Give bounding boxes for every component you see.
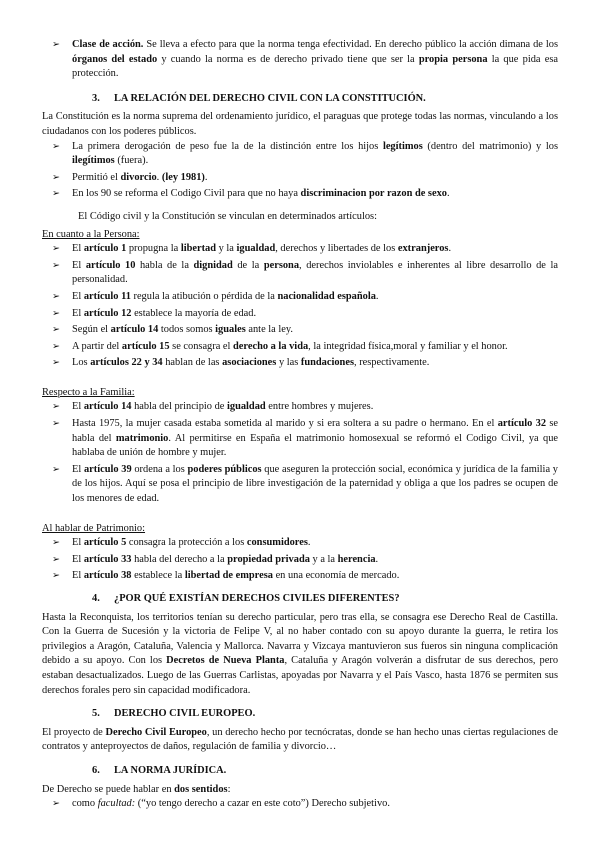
patrimonio-item-3: ➢ El artículo 38 establece la libertad de empresa en una economía de mercado. xyxy=(42,569,558,584)
arrow-bullet-icon: ➢ xyxy=(52,171,60,183)
arrow-bullet-icon: ➢ xyxy=(52,418,60,430)
section-4-heading: 4. ¿POR QUÉ EXISTÍAN DERECHOS CIVILES DIFERENTES? xyxy=(92,593,400,604)
section-6-item-1: ➢ como facultad: (“yo tengo derecho a cazar en este coto”) Derecho subjetivo. xyxy=(42,797,558,812)
arrow-bullet-icon: ➢ xyxy=(52,553,60,565)
arrow-bullet-icon: ➢ xyxy=(52,401,60,413)
persona-item-5: ➢ Según el artículo 14 todos somos iguales ante la ley. xyxy=(42,323,558,338)
section-4-body: Hasta la Reconquista, los territorios tenían su derecho particular, pero tras ella, se consagra ese Derecho Real de Castilla. Con la Guerra de Sucesión y la victoria de Felipe V, al no haber contado con su apoyo durante la guerra, le retira los privilegios a Aragón, Cataluña, Valencia y Mallorca. Navarra y Vizcaya mantuvieron sus fueros sin ninguna complicación debido a su apoyo. Con los Decretos de Nueva Planta, Cataluña y Aragón volverán a disfrutar de sus derechos, pero estaban desactualizados. Luego de las Guerras Carlistas, apoyadas por Navarra y el País Vasco, hasta 1876 se permiten sus derechos forales pero sin capacidad modificadora. xyxy=(42,611,559,696)
bullet-discriminacion: ➢ En los 90 se reforma el Codigo Civil para que no haya discriminacion por razon de sexo. xyxy=(42,187,558,202)
familia-heading: Respecto a la Familia: xyxy=(42,386,135,398)
arrow-bullet-icon: ➢ xyxy=(52,259,60,271)
arrow-bullet-icon: ➢ xyxy=(52,290,60,302)
bullet-clase-accion: ➢ Clase de acción. Se lleva a efecto para que la norma tenga efectividad. En derecho público la acción dimana de los órganos del estado y cuando la norma es de derecho privado tiene que ser la propia persona la que pida esa protección. xyxy=(52,39,558,80)
arrow-bullet-icon: ➢ xyxy=(52,570,60,582)
persona-item-3: ➢ El artículo 11 regula la atibución o pérdida de la nacionalidad española. xyxy=(42,290,558,305)
persona-heading: En cuanto a la Persona: xyxy=(42,228,140,240)
spacer xyxy=(42,373,558,383)
patrimonio-item-2: ➢ El artículo 33 habla del derecho a la propiedad privada y a la herencia. xyxy=(42,553,558,568)
familia-item-2: ➢ Hasta 1975, la mujer casada estaba sometida al marido y si era soltera a su padre o hermano. En el artículo 32 se habla del matrimonio. Al permitirse en España el matrimonio homosexual se reformó el Codigo Civil, ya que hablaba de unión de hombre y mujer. xyxy=(52,418,558,459)
arrow-bullet-icon: ➢ xyxy=(52,324,60,336)
arrow-bullet-icon: ➢ xyxy=(52,307,60,319)
section-3-heading: 3. LA RELACIÓN DEL DERECHO CIVIL CON LA CONSTITUCIÓN. xyxy=(92,92,426,104)
section-6-body: De Derecho se puede hablar en dos sentidos: xyxy=(42,783,231,795)
bullet-divorcio: ➢ Permitió el divorcio. (ley 1981). xyxy=(42,171,558,186)
section-5-heading: 5. DERECHO CIVIL EUROPEO. xyxy=(92,708,256,720)
spacer xyxy=(42,509,558,519)
arrow-bullet-icon: ➢ xyxy=(52,243,60,255)
persona-item-2: ➢ El artículo 10 habla de la dignidad de la persona, derechos inviolables e inherentes al libre desarrollo de la personalidad. xyxy=(52,259,558,286)
arrow-bullet-icon: ➢ xyxy=(52,340,60,352)
arrow-bullet-icon: ➢ xyxy=(52,357,60,369)
patrimonio-item-1: ➢ El artículo 5 consagra la protección a los consumidores. xyxy=(42,536,558,551)
persona-item-7: ➢ Los artículos 22 y 34 hablan de las asociaciones y las fundaciones, respectivamente. xyxy=(42,356,558,371)
patrimonio-heading: Al hablar de Patrimonio: xyxy=(42,522,146,534)
bullet-hijos: ➢ La primera derogación de peso fue la de la distinción entre los hijos legítimos (dentro del matrimonio) y los ilegítimos (fuera). xyxy=(52,140,558,167)
persona-item-6: ➢ A partir del artículo 15 se consagra el derecho a la vida, la integridad física,moral y familiar y el honor. xyxy=(42,340,558,355)
arrow-bullet-icon: ➢ xyxy=(52,39,60,50)
section-3-intro: La Constitución es la norma suprema del ordenamiento jurídico, el paraguas que protege todas las normas, vinculando a los ciudadanos con los poderes públicos. xyxy=(42,111,558,137)
arrow-bullet-icon: ➢ xyxy=(52,798,60,810)
arrow-bullet-icon: ➢ xyxy=(52,463,60,475)
familia-item-1: ➢ El artículo 14 habla del principio de igualdad entre hombres y mujeres. xyxy=(42,400,558,415)
arrow-bullet-icon: ➢ xyxy=(52,140,60,152)
familia-item-3: ➢ El artículo 39 ordena a los poderes públicos que aseguren la protección social, económica y jurídica de la familia y de los hijos. Aquí se posa el principio de libre investigación de la paternidad y obliga a que los padres se ocupen de los menores de edad. xyxy=(52,463,558,505)
arrow-bullet-icon: ➢ xyxy=(52,188,60,200)
persona-item-1: ➢ El artículo 1 propugna la libertad y la igualdad, derechos y libertades de los extranjeros. xyxy=(42,242,558,257)
section-5-body: El proyecto de Derecho Civil Europeo, un derecho hecho por tecnócratas, donde se han hecho unas ciertas regulaciones de contratos y anteproyectos de daños, regulación de familia y divorcio… xyxy=(42,726,558,753)
arrow-bullet-icon: ➢ xyxy=(52,537,60,549)
section-6-heading: 6. LA NORMA JURÍDICA. xyxy=(92,764,227,776)
persona-item-4: ➢ El artículo 12 establece la mayoría de edad. xyxy=(42,307,558,322)
codigo-intro: El Código civil y la Constitución se vinculan en determinados artículos: xyxy=(78,210,377,222)
